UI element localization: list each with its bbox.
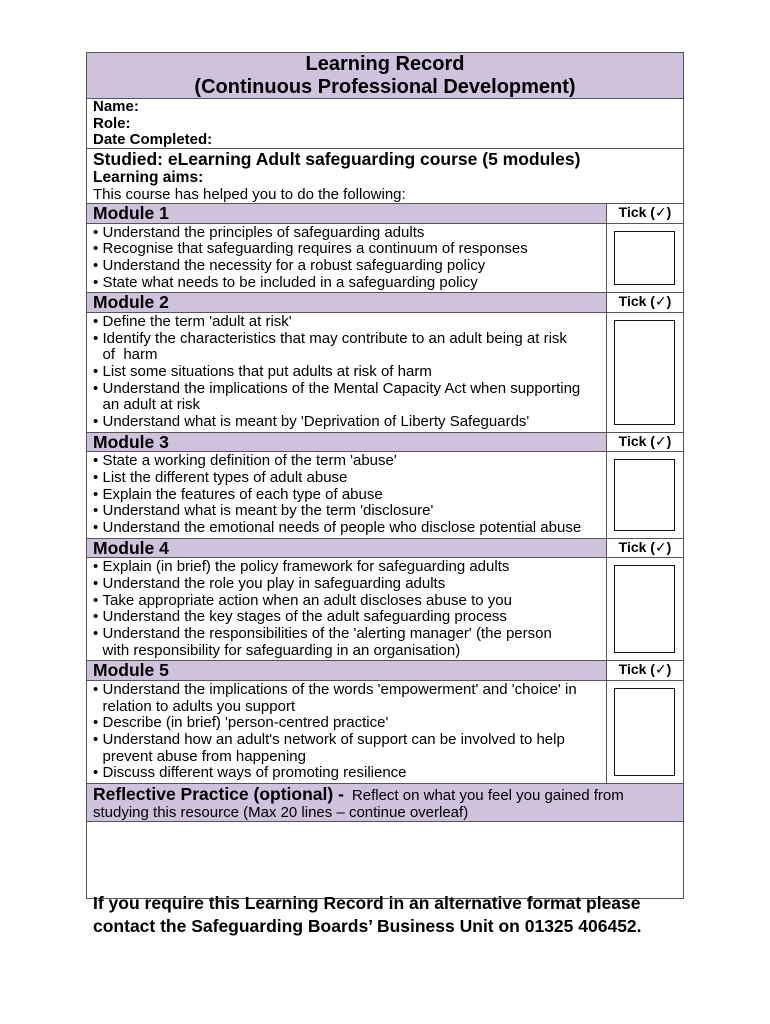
- aim-item: • Understand what is meant by the term 'disclosure': [93, 503, 600, 520]
- aim-item: • Take appropriate action when an adult discloses abuse to you: [93, 593, 600, 610]
- course-info: [87, 149, 683, 204]
- module-title: Module 1: [87, 204, 606, 223]
- learning-record-table: [86, 52, 684, 899]
- module-title: Module 5: [87, 661, 606, 680]
- module-title: Module 2: [87, 293, 606, 312]
- aims-list: [87, 313, 606, 432]
- module-title: Module 3: [87, 433, 606, 452]
- tick-cell: [606, 452, 683, 538]
- reflective-practice-prompt: Reflect on what you feel you gained from studying this resource (Max 20 lines – continue overleaf): [93, 787, 624, 822]
- module-title: Module 4: [87, 539, 606, 558]
- aim-item: • Understand how an adult's network of support can be involved to help prevent abuse from happening: [93, 732, 600, 765]
- tick-label: Tick (✓): [606, 661, 683, 680]
- module-header: [87, 661, 683, 681]
- reflection-space: [87, 822, 683, 898]
- aim-item: • Identify the characteristics that may contribute to an adult being at risk of harm: [93, 331, 600, 364]
- module-aims-row: [87, 681, 683, 784]
- module-header: [87, 293, 683, 313]
- aims-list: [87, 681, 606, 783]
- aim-item: • Understand the key stages of the adult safeguarding process: [93, 609, 600, 626]
- tick-box[interactable]: [614, 231, 675, 286]
- tick-cell: [606, 558, 683, 660]
- aim-item: • Define the term 'adult at risk': [93, 314, 600, 331]
- modules: [87, 204, 683, 784]
- tick-box[interactable]: [614, 320, 675, 425]
- form-title: Learning Record: [305, 53, 465, 75]
- aim-item: • Describe (in brief) 'person-centred practice': [93, 715, 600, 732]
- form-header: [87, 53, 683, 99]
- tick-box[interactable]: [614, 459, 675, 531]
- tick-label: Tick (✓): [606, 293, 683, 312]
- date-completed-label: Date Completed:: [93, 131, 213, 148]
- learner-details: [87, 99, 683, 149]
- module-header: [87, 539, 683, 559]
- aim-item: • Understand the necessity for a robust safeguarding policy: [93, 258, 600, 275]
- aim-item: • Understand the emotional needs of people who disclose potential abuse: [93, 520, 600, 537]
- module-header: [87, 204, 683, 224]
- aims-list: [87, 224, 606, 293]
- tick-label: Tick (✓): [606, 204, 683, 223]
- aim-item: • Understand what is meant by 'Deprivation of Liberty Safeguards': [93, 414, 600, 431]
- module-aims-row: [87, 224, 683, 294]
- role-label: Role:: [93, 114, 131, 132]
- tick-cell: [606, 224, 683, 293]
- aim-item: • Understand the implications of the Mental Capacity Act when supporting an adult at risk: [93, 381, 600, 414]
- module-aims-row: [87, 558, 683, 661]
- reflective-practice-label: Reflective Practice (optional) -: [93, 784, 344, 805]
- tick-cell: [606, 313, 683, 432]
- module-header: [87, 433, 683, 453]
- aim-item: • Understand the principles of safeguarding adults: [93, 225, 600, 242]
- aim-item: • List some situations that put adults at risk of harm: [93, 364, 600, 381]
- aim-item: • Explain the features of each type of abuse: [93, 487, 600, 504]
- aim-item: • Understand the implications of the words 'empowerment' and 'choice' in relation to adults you support: [93, 682, 600, 715]
- aim-item: • Recognise that safeguarding requires a continuum of responses: [93, 241, 600, 258]
- aim-item: • List the different types of adult abuse: [93, 470, 600, 487]
- reflective-practice-header: [87, 784, 683, 822]
- tick-box[interactable]: [614, 688, 675, 776]
- tick-box[interactable]: [614, 565, 675, 653]
- aims-list: [87, 558, 606, 660]
- aim-item: • State what needs to be included in a safeguarding policy: [93, 275, 600, 292]
- tick-cell: [606, 681, 683, 783]
- learning-aims-label: Learning aims:: [93, 169, 204, 186]
- module-aims-row: [87, 313, 683, 433]
- course-title: Studied: eLearning Adult safeguarding course (5 modules): [93, 149, 581, 169]
- alternative-format-note: If you require this Learning Record in an alternative format please contact the Safeguarding Boards’ Business Unit on 01325 406452.: [93, 893, 642, 936]
- aim-item: • Understand the responsibilities of the 'alerting manager' (the person with responsibility for safeguarding in an organisation): [93, 626, 600, 659]
- aim-item: • State a working definition of the term 'abuse': [93, 453, 600, 470]
- module-aims-row: [87, 452, 683, 539]
- name-label: Name:: [93, 98, 139, 115]
- form-subtitle: (Continuous Professional Development): [194, 75, 576, 98]
- aim-item: • Explain (in brief) the policy framework for safeguarding adults: [93, 559, 600, 576]
- tick-label: Tick (✓): [606, 433, 683, 452]
- aims-list: [87, 452, 606, 538]
- aim-item: • Understand the role you play in safeguarding adults: [93, 576, 600, 593]
- aim-item: • Discuss different ways of promoting resilience: [93, 765, 600, 782]
- course-intro: This course has helped you to do the following:: [93, 186, 406, 203]
- tick-label: Tick (✓): [606, 539, 683, 558]
